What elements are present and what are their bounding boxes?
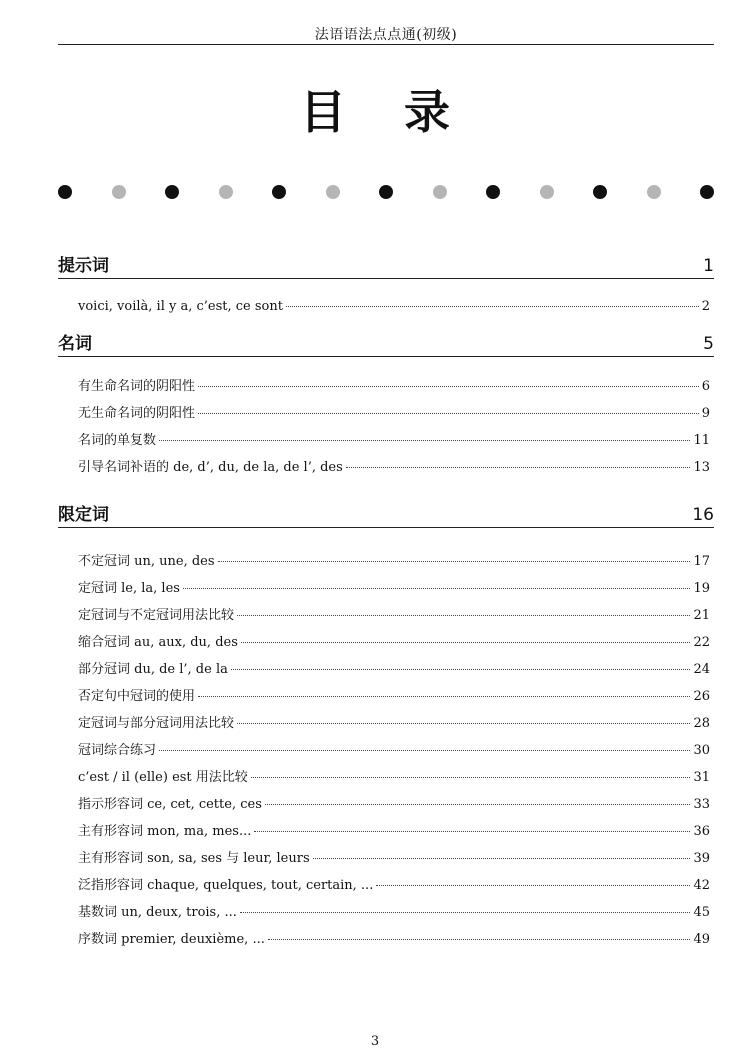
entry-page-number: 45: [693, 905, 710, 920]
dot-leader: [159, 750, 690, 751]
toc-entry[interactable]: [58, 899, 714, 926]
entry-page-number: 17: [693, 554, 710, 569]
entry-page-number: 2: [701, 299, 710, 314]
entry-page-number: 33: [693, 797, 710, 812]
entry-page-number: 24: [693, 662, 710, 677]
dot-leader: [268, 939, 691, 940]
entry-label: 定冠词 le, la, les: [78, 581, 180, 596]
entry-label: 序数词 premier, deuxième, ...: [78, 932, 265, 947]
entry-page-number: 36: [693, 824, 710, 839]
toc-entry[interactable]: [58, 710, 714, 737]
entry-label: 缩合冠词 au, aux, du, des: [78, 635, 238, 650]
toc-entry[interactable]: [58, 818, 714, 845]
dot-leader: [237, 615, 690, 616]
toc-entry[interactable]: [58, 548, 714, 575]
toc-entry[interactable]: [58, 575, 714, 602]
toc-entry[interactable]: [58, 737, 714, 764]
toc-entry[interactable]: [58, 602, 714, 629]
ornament-dot: [219, 185, 233, 199]
dot-leader: [198, 413, 699, 414]
ornament-dot: [58, 185, 72, 199]
toc-entry[interactable]: [58, 454, 714, 481]
ornament-dot: [593, 185, 607, 199]
entry-page-number: 31: [693, 770, 710, 785]
table-of-contents: [58, 254, 714, 953]
entry-page-number: 42: [693, 878, 710, 893]
toc-section-heading[interactable]: [58, 332, 714, 357]
ornament-dot: [647, 185, 661, 199]
dot-leader: [251, 777, 691, 778]
entry-label: 名词的单复数: [78, 433, 157, 448]
entry-page-number: 21: [693, 608, 710, 623]
ornament-dot: [326, 185, 340, 199]
ornament-dot: [540, 185, 554, 199]
ornament-dot: [272, 185, 286, 199]
entry-label: 有生命名词的阴阳性: [78, 379, 196, 394]
entry-page-number: 22: [693, 635, 710, 650]
entry-page-number: 19: [693, 581, 710, 596]
entry-label: 部分冠词 du, de l’, de la: [78, 662, 228, 677]
toc-entry[interactable]: [58, 373, 714, 400]
entry-page-number: 9: [701, 406, 710, 421]
entry-page-number: 30: [693, 743, 710, 758]
toc-entry[interactable]: [58, 845, 714, 872]
section-page-number: 1: [703, 256, 714, 276]
entry-label: 定冠词与不定冠词用法比较: [78, 608, 235, 623]
dot-leader: [198, 386, 699, 387]
entry-page-number: 39: [693, 851, 710, 866]
entry-label: c’est / il (elle) est 用法比较: [78, 770, 248, 785]
toc-entry[interactable]: [58, 764, 714, 791]
entry-label: 泛指形容词 chaque, quelques, tout, certain, ...: [78, 878, 374, 893]
toc-entry[interactable]: [58, 872, 714, 899]
entry-label: 定冠词与部分冠词用法比较: [78, 716, 235, 731]
toc-entry[interactable]: [58, 683, 714, 710]
dot-leader: [286, 306, 699, 307]
section-title: 提示词: [58, 256, 109, 276]
toc-entry[interactable]: [58, 400, 714, 427]
toc-entry[interactable]: [58, 791, 714, 818]
section-page-number: 16: [692, 505, 714, 525]
ornament-dot: [379, 185, 393, 199]
toc-entry[interactable]: [58, 293, 714, 320]
toc-entry[interactable]: [58, 629, 714, 656]
entry-label: 主有形容词 mon, ma, mes...: [78, 824, 252, 839]
entry-page-number: 28: [693, 716, 710, 731]
entry-label: 冠词综合练习: [78, 743, 157, 758]
dot-leader: [313, 858, 691, 859]
ornament-dot: [112, 185, 126, 199]
dot-leader: [237, 723, 690, 724]
toc-section-heading[interactable]: [58, 503, 714, 528]
section-title: 限定词: [58, 505, 109, 525]
entry-label: 引导名词补语的 de, d’, du, de la, de l’, des: [78, 460, 343, 475]
ornament-dot: [700, 185, 714, 199]
toc-section-heading[interactable]: [58, 254, 714, 279]
dot-leader: [241, 642, 691, 643]
toc-entry[interactable]: [58, 427, 714, 454]
toc-section: [58, 503, 714, 953]
toc-section: [58, 254, 714, 320]
ornament-dot: [486, 185, 500, 199]
header-rule: [58, 44, 714, 45]
page-title: 目录: [300, 85, 508, 139]
entry-label: voici, voilà, il y a, c’est, ce sont: [78, 299, 283, 314]
page-number: 3: [370, 1034, 380, 1049]
toc-entry[interactable]: [58, 656, 714, 683]
section-title: 名词: [58, 334, 92, 354]
entry-page-number: 49: [693, 932, 710, 947]
dot-leader: [183, 588, 691, 589]
ornament-dot: [433, 185, 447, 199]
ornament-dot: [165, 185, 179, 199]
entry-label: 指示形容词 ce, cet, cette, ces: [78, 797, 262, 812]
dot-leader: [376, 885, 690, 886]
toc-entry[interactable]: [58, 926, 714, 953]
dot-ornament: [58, 185, 714, 201]
toc-section: [58, 332, 714, 481]
section-page-number: 5: [703, 334, 714, 354]
entry-label: 主有形容词 son, sa, ses 与 leur, leurs: [78, 851, 310, 866]
entry-label: 基数词 un, deux, trois, ...: [78, 905, 237, 920]
dot-leader: [159, 440, 690, 441]
dot-leader: [231, 669, 691, 670]
dot-leader: [254, 831, 690, 832]
entry-label: 不定冠词 un, une, des: [78, 554, 215, 569]
dot-leader: [240, 912, 691, 913]
dot-leader: [198, 696, 690, 697]
entry-page-number: 13: [693, 460, 710, 475]
dot-leader: [265, 804, 691, 805]
entry-page-number: 6: [701, 379, 710, 394]
dot-leader: [218, 561, 691, 562]
entry-label: 无生命名词的阴阳性: [78, 406, 196, 421]
entry-label: 否定句中冠词的使用: [78, 689, 196, 704]
entry-page-number: 26: [693, 689, 710, 704]
running-head: 法语语法点点通(初级): [314, 27, 458, 43]
entry-page-number: 11: [693, 433, 710, 448]
dot-leader: [346, 467, 691, 468]
